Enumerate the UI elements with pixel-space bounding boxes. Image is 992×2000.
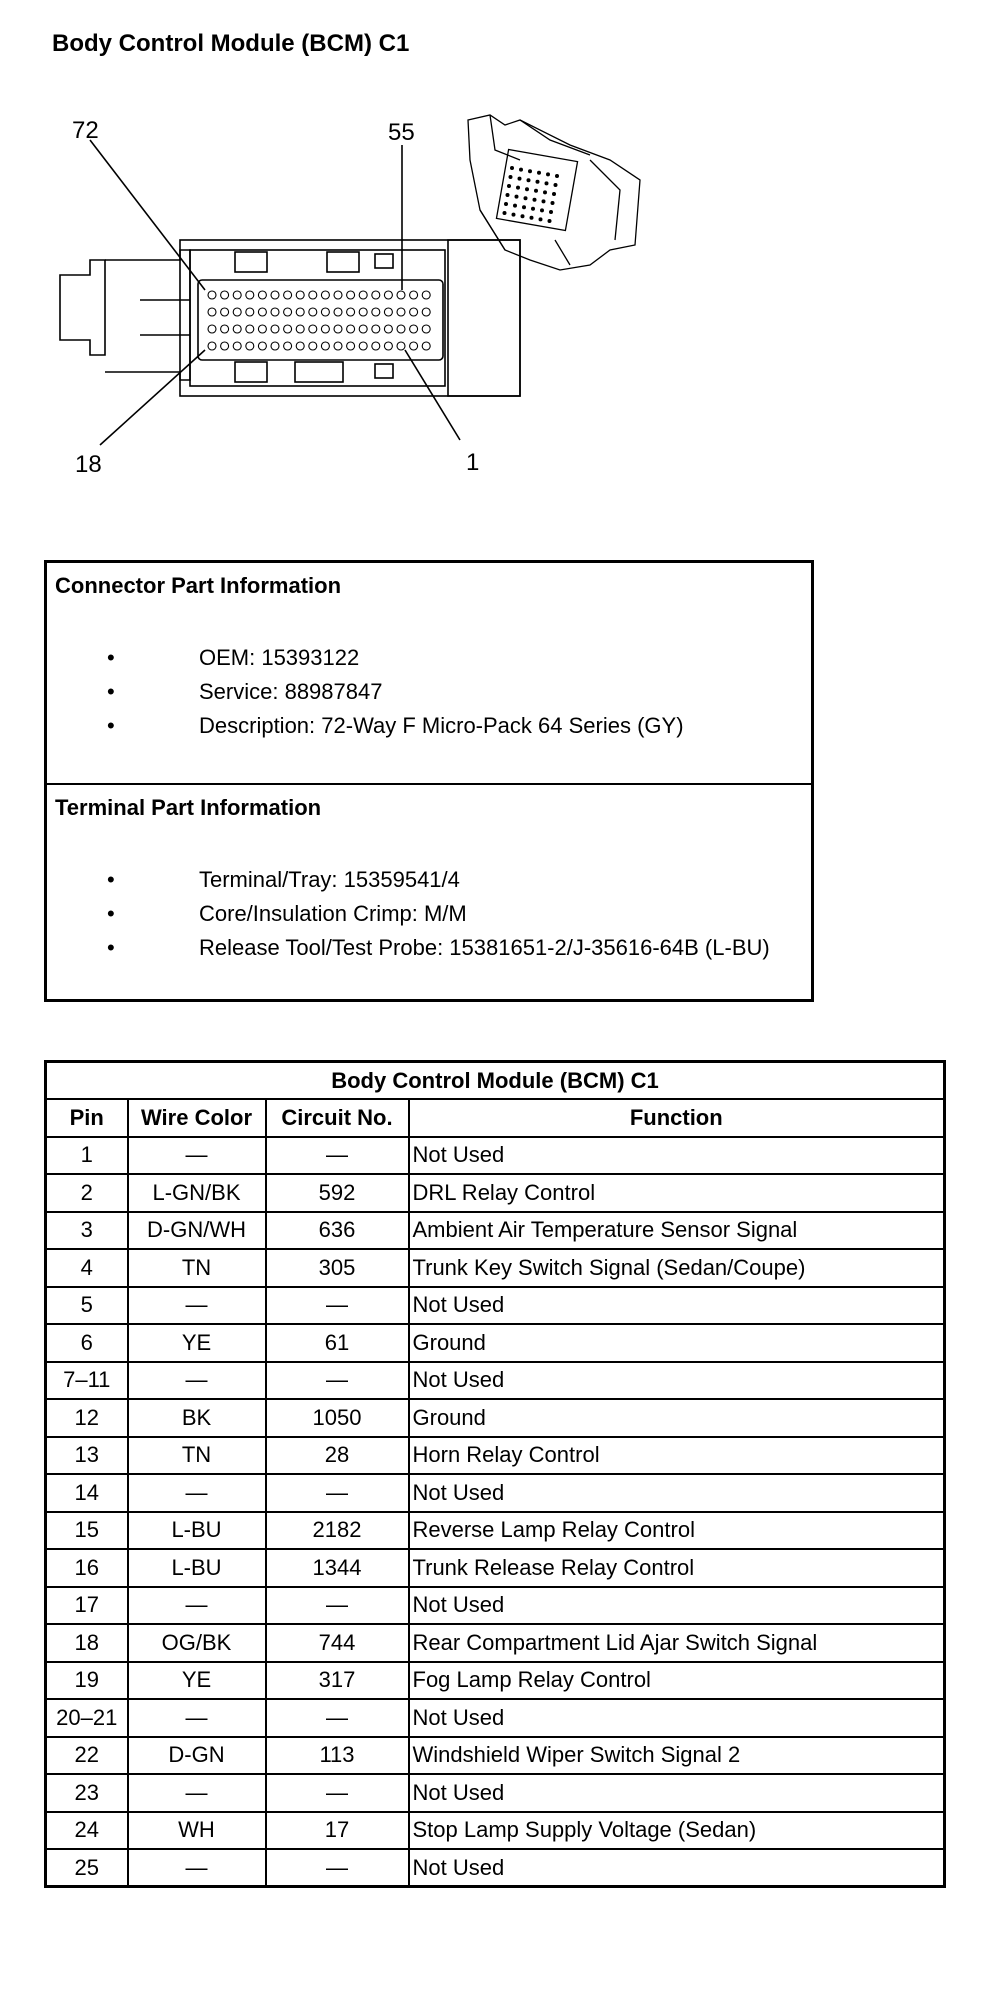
pin-cavity [397, 291, 405, 299]
leader-18 [100, 350, 205, 445]
cell-pin: 19 [46, 1662, 128, 1700]
cell-circuit-no: 113 [266, 1737, 409, 1775]
cell-function: Trunk Key Switch Signal (Sedan/Coupe) [409, 1249, 945, 1287]
table-row [46, 1774, 945, 1812]
pin-cavity [372, 342, 380, 350]
part-info-box [44, 560, 814, 1002]
pin-cavity [284, 308, 292, 316]
header-function: Function [409, 1099, 945, 1137]
pin-cavity [296, 308, 304, 316]
cell-function: Not Used [409, 1287, 945, 1325]
pin-cavity-3d [533, 198, 537, 202]
pin-cavity [296, 325, 304, 333]
table-row [46, 1474, 945, 1512]
connector-part-info [47, 563, 811, 785]
cell-circuit-no: — [266, 1362, 409, 1400]
cell-function: Ambient Air Temperature Sensor Signal [409, 1212, 945, 1250]
table-row [46, 1662, 945, 1700]
pin-cavity [422, 308, 430, 316]
pin-cavity [422, 291, 430, 299]
pin-cavity [359, 342, 367, 350]
cell-pin: 2 [46, 1174, 128, 1212]
pin-cavity [258, 325, 266, 333]
pin-cavity-3d [546, 172, 550, 176]
cell-pin: 15 [46, 1512, 128, 1550]
pin-cavity-3d [504, 202, 508, 206]
cell-circuit-no: — [266, 1287, 409, 1325]
pin-cavity [422, 325, 430, 333]
pin-cavity [208, 342, 216, 350]
table-row [46, 1174, 945, 1212]
page-title: Body Control Module (BCM) C1 [52, 30, 410, 57]
pin-cavity [258, 308, 266, 316]
pin-cavity [384, 291, 392, 299]
pin-cavity [334, 291, 342, 299]
pin-cavity [422, 342, 430, 350]
pin-cavity [347, 291, 355, 299]
list-item: • Description: 72-Way F Micro-Pack 64 Series (GY) [107, 709, 684, 743]
pin-cavity-3d [552, 192, 556, 196]
pin-cavity [309, 325, 317, 333]
list-item: • Release Tool/Test Probe: 15381651-2/J-35616-64B (L-BU) [107, 931, 770, 965]
cell-wire-color: D-GN/WH [128, 1212, 266, 1250]
cell-circuit-no: 28 [266, 1437, 409, 1475]
cell-function: Ground [409, 1324, 945, 1362]
leader-1 [405, 350, 460, 440]
pin-cavity [284, 325, 292, 333]
cell-wire-color: YE [128, 1662, 266, 1700]
cell-circuit-no: 17 [266, 1812, 409, 1850]
cell-wire-color: TN [128, 1437, 266, 1475]
pin-cavity [246, 308, 254, 316]
cell-pin: 13 [46, 1437, 128, 1475]
pin-cavity-3d [525, 187, 529, 191]
table-row [46, 1699, 945, 1737]
pin-cavity [321, 291, 329, 299]
cell-wire-color: — [128, 1287, 266, 1325]
pin-cavity-3d [522, 205, 526, 209]
pin-cavity [246, 325, 254, 333]
cell-wire-color: BK [128, 1399, 266, 1437]
cell-wire-color: L-BU [128, 1549, 266, 1587]
cell-function: Fog Lamp Relay Control [409, 1662, 945, 1700]
leader-72 [90, 140, 205, 290]
list-item: • Core/Insulation Crimp: M/M [107, 897, 770, 931]
cell-circuit-no: — [266, 1699, 409, 1737]
cell-function: Not Used [409, 1849, 945, 1887]
table-caption: Body Control Module (BCM) C1 [46, 1062, 945, 1100]
table-row [46, 1399, 945, 1437]
pin-cavity-3d [507, 184, 511, 188]
pin-cavity [221, 342, 229, 350]
list-item: • Terminal/Tray: 15359541/4 [107, 863, 770, 897]
pin-label-18: 18 [75, 451, 102, 478]
pin-cavity-3d [536, 180, 540, 184]
cell-function: Not Used [409, 1362, 945, 1400]
cell-function: DRL Relay Control [409, 1174, 945, 1212]
cell-pin: 14 [46, 1474, 128, 1512]
pin-cavity [296, 291, 304, 299]
cell-circuit-no: 317 [266, 1662, 409, 1700]
cell-pin: 4 [46, 1249, 128, 1287]
pin-cavity-3d [555, 174, 559, 178]
pin-label-1: 1 [466, 449, 480, 476]
pin-cavity [271, 342, 279, 350]
list-item: • Service: 88987847 [107, 675, 684, 709]
cell-pin: 24 [46, 1812, 128, 1850]
cell-circuit-no: 1050 [266, 1399, 409, 1437]
pin-cavity-3d [506, 193, 510, 197]
connector-housing [180, 240, 520, 396]
cell-pin: 7–11 [46, 1362, 128, 1400]
cell-wire-color: — [128, 1774, 266, 1812]
cell-wire-color: — [128, 1849, 266, 1887]
table-row [46, 1287, 945, 1325]
table-row [46, 1737, 945, 1775]
pin-cavity [309, 291, 317, 299]
pin-cavity [258, 291, 266, 299]
pin-cavity [397, 325, 405, 333]
table-row [46, 1624, 945, 1662]
pin-cavity [334, 342, 342, 350]
connector-info-list [107, 641, 684, 743]
connector-info-heading: Connector Part Information [55, 573, 342, 598]
pin-cavity-3d [516, 186, 520, 190]
table-row [46, 1812, 945, 1850]
pin-cavity-3d [527, 178, 531, 182]
pin-cavity-3d [545, 181, 549, 185]
pin-cavity [233, 325, 241, 333]
cell-pin: 18 [46, 1624, 128, 1662]
table-row [46, 1512, 945, 1550]
cell-function: Ground [409, 1399, 945, 1437]
cell-pin: 5 [46, 1287, 128, 1325]
cell-pin: 22 [46, 1737, 128, 1775]
cell-wire-color: OG/BK [128, 1624, 266, 1662]
table-row [46, 1849, 945, 1887]
pin-cavity [208, 291, 216, 299]
cell-circuit-no: 592 [266, 1174, 409, 1212]
pin-cavity-3d [548, 219, 552, 223]
pin-cavity [372, 291, 380, 299]
pin-cavity [208, 325, 216, 333]
pin-cavity [397, 308, 405, 316]
cell-function: Stop Lamp Supply Voltage (Sedan) [409, 1812, 945, 1850]
pin-cavity [384, 308, 392, 316]
pin-cavity [372, 308, 380, 316]
header-circuit-no: Circuit No. [266, 1099, 409, 1137]
pin-cavity [221, 291, 229, 299]
terminal-info-list [107, 863, 770, 965]
pin-cavity [309, 342, 317, 350]
table-row [46, 1362, 945, 1400]
pin-cavity-3d [518, 177, 522, 181]
latch-left [60, 260, 105, 355]
pin-cavity [410, 342, 418, 350]
pin-cavity [221, 308, 229, 316]
cell-wire-color: — [128, 1699, 266, 1737]
cell-function: Not Used [409, 1699, 945, 1737]
pin-cavity [284, 342, 292, 350]
pin-cavity-3d [540, 208, 544, 212]
cell-pin: 23 [46, 1774, 128, 1812]
pin-cavity-3d [542, 199, 546, 203]
cell-wire-color: — [128, 1587, 266, 1625]
cell-circuit-no: — [266, 1774, 409, 1812]
list-item: • OEM: 15393122 [107, 641, 684, 675]
pin-cavity [246, 342, 254, 350]
pin-cavity [309, 308, 317, 316]
cell-function: Not Used [409, 1774, 945, 1812]
pin-cavity [271, 308, 279, 316]
pin-cavity [410, 325, 418, 333]
pin-cavity-3d [519, 168, 523, 172]
pin-cavity-grid [208, 291, 430, 350]
cell-wire-color: — [128, 1137, 266, 1175]
pin-cavity [296, 342, 304, 350]
pin-cavity [384, 325, 392, 333]
pin-cavity-3d [549, 210, 553, 214]
cell-circuit-no: — [266, 1587, 409, 1625]
cell-circuit-no: 1344 [266, 1549, 409, 1587]
pin-cavity [258, 342, 266, 350]
pin-cavity [410, 291, 418, 299]
cell-wire-color: YE [128, 1324, 266, 1362]
cell-pin: 17 [46, 1587, 128, 1625]
cell-wire-color: WH [128, 1812, 266, 1850]
cell-circuit-no: 744 [266, 1624, 409, 1662]
cell-wire-color: L-BU [128, 1512, 266, 1550]
pin-cavity [334, 325, 342, 333]
cell-circuit-no: 305 [266, 1249, 409, 1287]
pin-cavity-3d [512, 213, 516, 217]
cell-pin: 12 [46, 1399, 128, 1437]
pin-cavity [321, 308, 329, 316]
cell-circuit-no: 636 [266, 1212, 409, 1250]
cell-function: Not Used [409, 1474, 945, 1512]
pin-cavity [246, 291, 254, 299]
cell-pin: 20–21 [46, 1699, 128, 1737]
pin-cavity [359, 325, 367, 333]
header-pin: Pin [46, 1099, 128, 1137]
cell-pin: 25 [46, 1849, 128, 1887]
cell-function: Trunk Release Relay Control [409, 1549, 945, 1587]
pin-label-72: 72 [72, 117, 99, 144]
cell-wire-color: L-GN/BK [128, 1174, 266, 1212]
pin-cavity-3d [509, 175, 513, 179]
pin-cavity-3d [530, 216, 534, 220]
pin-cavity [372, 325, 380, 333]
cell-circuit-no: 2182 [266, 1512, 409, 1550]
cell-function: Not Used [409, 1587, 945, 1625]
cell-pin: 6 [46, 1324, 128, 1362]
pin-cavity [347, 342, 355, 350]
pin-cavity-3d [543, 190, 547, 194]
connector-diagram [50, 100, 650, 480]
table-row [46, 1437, 945, 1475]
header-wire-color: Wire Color [128, 1099, 266, 1137]
cell-wire-color: D-GN [128, 1737, 266, 1775]
pin-cavity [208, 308, 216, 316]
table-row [46, 1212, 945, 1250]
pin-cavity-3d [531, 207, 535, 211]
latch-body [105, 250, 190, 380]
table-row [46, 1549, 945, 1587]
pin-cavity-3d [521, 214, 525, 218]
pin-cavity [359, 308, 367, 316]
pin-cavity [410, 308, 418, 316]
pin-cavity-3d [513, 204, 517, 208]
cell-function: Not Used [409, 1137, 945, 1175]
pin-cavity [347, 308, 355, 316]
cell-pin: 16 [46, 1549, 128, 1587]
pin-cavity [347, 325, 355, 333]
table-row [46, 1137, 945, 1175]
cell-wire-color: — [128, 1362, 266, 1400]
pin-cavity-3d [551, 201, 555, 205]
pin-cavity-3d [534, 189, 538, 193]
pin-cavity [233, 308, 241, 316]
pin-cavity-3d [503, 211, 507, 215]
pin-cavity [271, 325, 279, 333]
pin-cavity [271, 291, 279, 299]
cell-circuit-no: 61 [266, 1324, 409, 1362]
table-row [46, 1587, 945, 1625]
pin-cavity [384, 342, 392, 350]
pinout-table [44, 1060, 946, 1888]
cell-function: Horn Relay Control [409, 1437, 945, 1475]
cell-function: Windshield Wiper Switch Signal 2 [409, 1737, 945, 1775]
cell-circuit-no: — [266, 1849, 409, 1887]
cell-circuit-no: — [266, 1474, 409, 1512]
pin-cavity [334, 308, 342, 316]
cell-circuit-no: — [266, 1137, 409, 1175]
pin-cavity [233, 342, 241, 350]
pin-cavity-3d [524, 196, 528, 200]
table-row [46, 1324, 945, 1362]
pin-cavity-3d [515, 195, 519, 199]
pin-cavity [359, 291, 367, 299]
pin-cavity [284, 291, 292, 299]
pin-cavity-3d [510, 166, 514, 170]
cell-pin: 3 [46, 1212, 128, 1250]
cell-pin: 1 [46, 1137, 128, 1175]
pin-cavity [233, 291, 241, 299]
terminal-info-heading: Terminal Part Information [55, 795, 322, 820]
pin-cavity-3d [539, 217, 543, 221]
cell-wire-color: TN [128, 1249, 266, 1287]
pin-cavity-3d [537, 171, 541, 175]
table-row [46, 1249, 945, 1287]
pin-cavity [397, 342, 405, 350]
pin-cavity-3d [528, 169, 532, 173]
cell-function: Reverse Lamp Relay Control [409, 1512, 945, 1550]
pin-cavity [321, 325, 329, 333]
pin-cavity [221, 325, 229, 333]
cell-wire-color: — [128, 1474, 266, 1512]
pin-cavity [321, 342, 329, 350]
pin-label-55: 55 [388, 119, 415, 146]
cell-function: Rear Compartment Lid Ajar Switch Signal [409, 1624, 945, 1662]
pin-cavity-3d [554, 183, 558, 187]
